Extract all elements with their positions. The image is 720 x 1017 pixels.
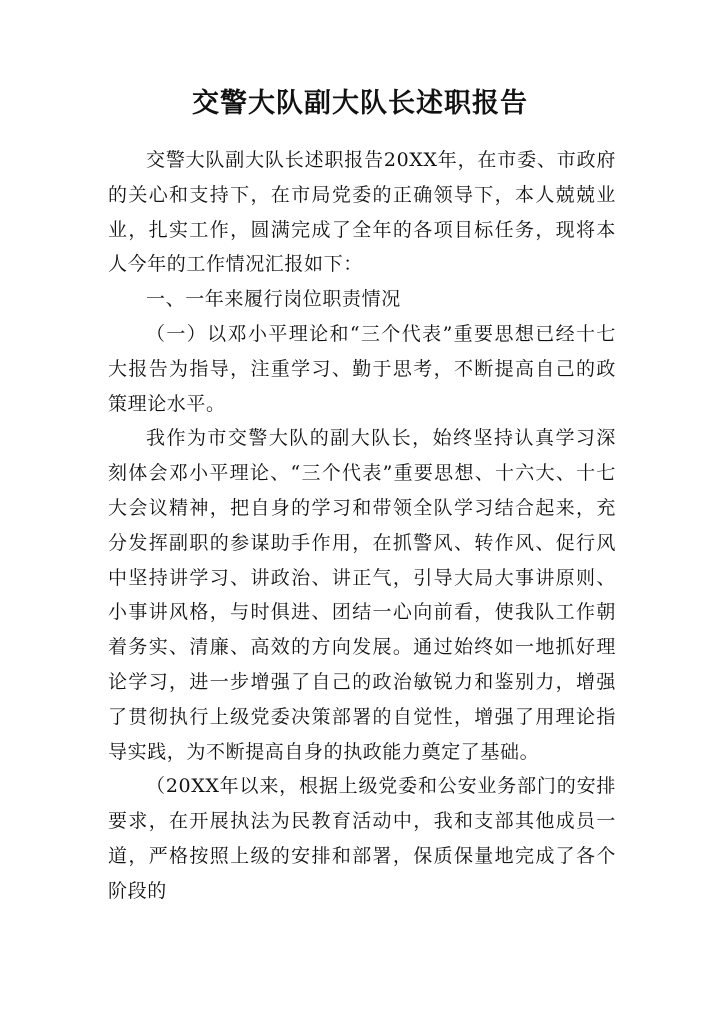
paragraph-activity: （20XX年以来，根据上级党委和公安业务部门的安排要求，在开展执法为民教育活动中，我和支部其他成员一道，严格按照上级的安排和部署，保质保量地完成了各个阶段的 [108, 775, 616, 902]
section-heading-1: 一、一年来履行岗位职责情况 [146, 288, 401, 311]
document-title: 交警大队副大队长述职报告 [192, 88, 528, 119]
document-body [108, 143, 616, 909]
paragraph-intro: 交警大队副大队长述职报告20XX年，在市委、市政府的关心和支持下，在市局党委的正确领导下，本人兢兢业业，扎实工作，圆满完成了全年的各项目标任务，现将本人今年的工作情况汇报如下： [108, 149, 616, 276]
subsection-heading-1: （一）以邓小平理论和“三个代表”重要思想已经十七大报告为指导，注重学习、勤于思考，不断提高自己的政策理论水平。 [108, 322, 616, 415]
paragraph-study: 我作为市交警大队的副大队长，始终坚持认真学习深刻体会邓小平理论、“三个代表”重要思想、十六大、十七大会议精神，把自身的学习和带领全队学习结合起来，充分发挥副职的参谋助手作用，在抓警风、转作风、促行风中坚持讲学习、讲政治、讲正气，引导大局大事讲原则、小事讲风格，与时俱进、团结一心向前看，使我队工作朝着务实、清廉、高效的方向发展。通过始终如一地抓好理论学习，进一步增强了自己的政治敏锐力和鉴别力，增强了贯彻执行上级党委决策部署的自觉性，增强了用理论指导实践，为不断提高自身的执政能力奠定了基础。 [108, 427, 616, 763]
